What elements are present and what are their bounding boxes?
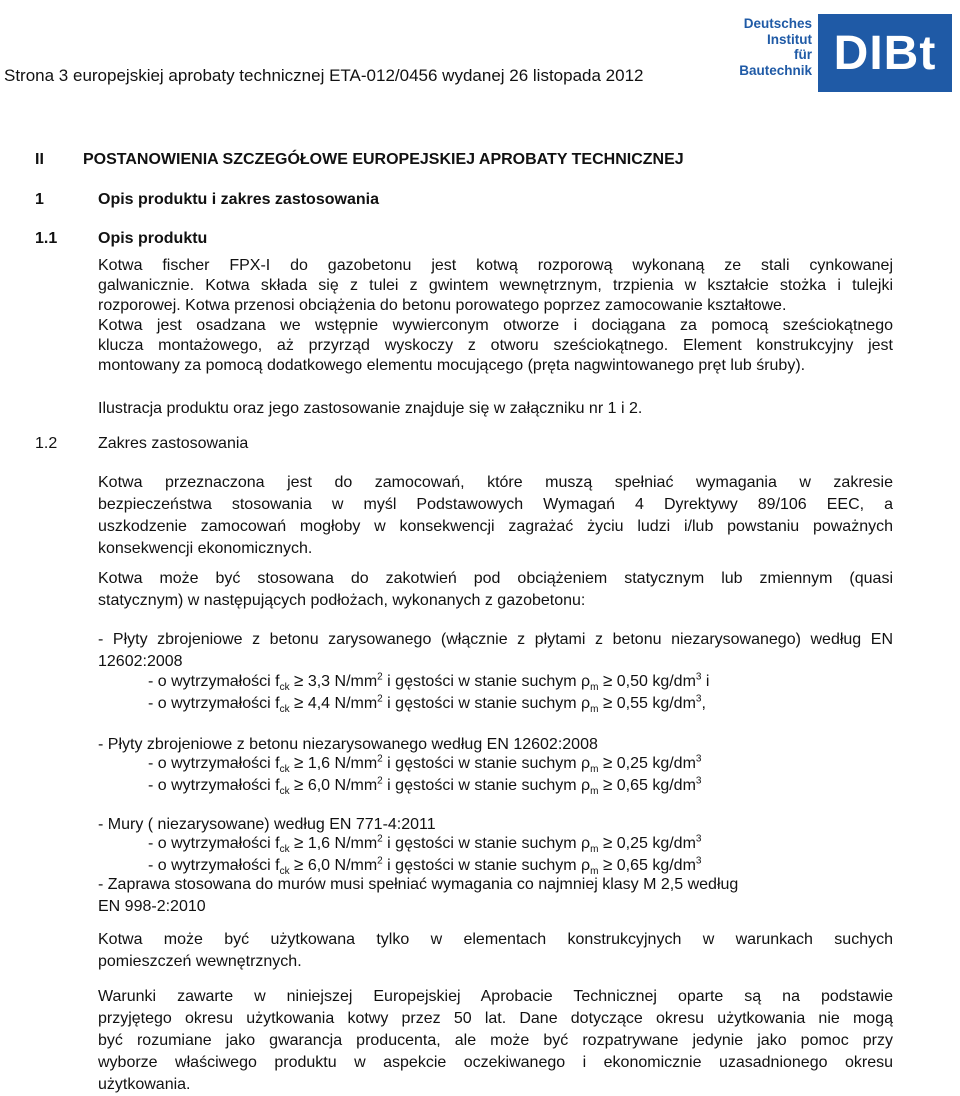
req-prefix: - o wytrzymałości f (148, 695, 280, 712)
unit-label: N/mm (330, 755, 378, 772)
dibt-logo (728, 14, 952, 92)
paragraph: Ilustracja produktu oraz jego zastosowanie znajduje się w załączniku nr 1 i 2. (98, 400, 643, 417)
unit-exponent: 2 (377, 693, 383, 705)
req-prefix: - o wytrzymałości f (148, 835, 280, 852)
greater-equal-symbol: ≥ (294, 753, 304, 772)
trailing-text: , (701, 695, 706, 712)
req-prefix: - o wytrzymałości f (148, 857, 280, 874)
density-label: i gęstości w stanie suchym ρ (382, 673, 591, 690)
section-number: II (35, 151, 44, 168)
greater-equal-symbol: ≥ (294, 671, 304, 690)
unit-exponent: 3 (695, 671, 702, 683)
page-header: Strona 3 europejskiej aprobaty technicznej ETA-012/0456 wydanej 26 listopada 2012 (4, 66, 644, 85)
paragraph (98, 568, 893, 612)
rho-subscript: m (590, 844, 599, 856)
text-line: Kotwa jest osadzana we wstępnie wywierconym otworze i dociągana za pomocą sześciokątnego (98, 317, 893, 334)
text-line: bezpieczeństwa stosowania w myśl Podstawowych Wymagań 4 Dyrektywy 89/106 EEC, a (98, 496, 893, 513)
unit-exponent: 2 (377, 833, 383, 845)
unit-label: N/mm (330, 673, 378, 690)
text-line: Kotwa fischer FPX-I do gazobetonu jest kotwą rozporową wykonaną ze stali cynkowanej (98, 257, 893, 274)
rho-value: 0,65 (612, 857, 648, 874)
fck-value: 1,6 (303, 835, 331, 852)
section-title: POSTANOWIENIA SZCZEGÓŁOWE EUROPEJSKIEJ APROBATY TECHNICZNEJ (83, 151, 684, 168)
density-label: i gęstości w stanie suchym ρ (382, 755, 591, 772)
unit-exponent: 3 (695, 775, 702, 787)
greater-equal-symbol: ≥ (602, 693, 613, 712)
requirement-line (148, 692, 706, 715)
density-label: i gęstości w stanie suchym ρ (382, 857, 591, 874)
fck-value: 6,0 (303, 777, 331, 794)
text-line: Kotwa może być użytkowana tylko w elementach konstrukcyjnych w warunkach suchych (98, 931, 893, 948)
fck-subscript: ck (279, 704, 290, 716)
unit-exponent: 3 (695, 833, 702, 845)
text-line: - Zaprawa stosowana do murów musi spełniać wymagania co najmniej klasy M 2,5 według (98, 876, 739, 893)
text-line: Warunki zawarte w niniejszej Europejskiej Aprobacie Technicznej oparte są na podstawie (98, 988, 893, 1005)
rho-value: 0,50 (612, 673, 648, 690)
fck-subscript: ck (279, 844, 290, 856)
unit-label: kg/dm (647, 835, 696, 852)
text-line: EN 998-2:2010 (98, 898, 206, 915)
unit-label: kg/dm (647, 695, 696, 712)
text-line: konsekwencji ekonomicznych. (98, 540, 313, 557)
text-line: wyborze właściwego produktu w aspekcie oczekiwanego i ekonomicznie uzasadnionego okresu (98, 1054, 893, 1071)
greater-equal-symbol: ≥ (602, 753, 613, 772)
unit-label: kg/dm (647, 857, 696, 874)
logo-word: Bautechnik (739, 62, 812, 78)
unit-label: N/mm (330, 857, 378, 874)
fck-subscript: ck (279, 764, 290, 776)
rho-subscript: m (590, 764, 599, 776)
density-label: i gęstości w stanie suchym ρ (382, 777, 591, 794)
greater-equal-symbol: ≥ (294, 693, 304, 712)
unit-label: kg/dm (647, 755, 696, 772)
fck-subscript: ck (279, 786, 290, 798)
unit-exponent: 3 (695, 753, 702, 765)
density-label: i gęstości w stanie suchym ρ (382, 835, 591, 852)
req-prefix: - o wytrzymałości f (148, 755, 280, 772)
density-label: i gęstości w stanie suchym ρ (382, 695, 591, 712)
unit-exponent: 2 (377, 671, 383, 683)
heading-number: 1 (35, 191, 44, 208)
text-line: montowany za pomocą dodatkowego elementu mocującego (pręta nagwintowanego pręt lub śruby). (98, 357, 806, 374)
heading-number: 1.1 (35, 230, 58, 247)
greater-equal-symbol: ≥ (294, 833, 304, 852)
text-line: Kotwa może być stosowana do zakotwień pod obciążeniem statycznym lub zmiennym (quasi (98, 570, 893, 587)
paragraph (98, 929, 893, 973)
text-line: Kotwa przeznaczona jest do zamocowań, które muszą spełniać wymagania w zakresie (98, 474, 893, 491)
text-line: być rozumiane jako gwarancja producenta, ale może być rozpatrywane jedynie jako pomoc przy (98, 1032, 893, 1049)
req-prefix: - o wytrzymałości f (148, 673, 280, 690)
text-line: klucza montażowego, aż przyrząd wyskoczy z otworu sześciokątnego. Element konstrukcyjny jest (98, 337, 893, 354)
requirement-line (148, 832, 701, 855)
text-line: galwanicznie. Kotwa składa się z tulei z gwintem wewnętrznym, trzpienia w kształcie stożka i tulejki (98, 277, 893, 294)
logo-word: Institut (767, 31, 812, 47)
unit-exponent: 3 (695, 693, 702, 705)
text-line: użytkowania. (98, 1076, 191, 1093)
logo-word: Deutsches (743, 16, 812, 31)
fck-value: 3,3 (303, 673, 331, 690)
logo-mark: DIBt (818, 14, 952, 92)
text-line: uszkodzenie zamocowań mogłoby w konsekwencji zagrażać życiu ludzi i/lub powstaniu poważnych (98, 518, 893, 535)
requirement-line (148, 774, 701, 797)
text-line: przyjętego okresu użytkowania kotwy przez 50 lat. Dane dotyczące okresu użytkowania nie mogą (98, 1010, 893, 1027)
paragraph (98, 472, 893, 560)
text-line: statycznym) w następujących podłożach, wykonanych z gazobetonu: (98, 592, 586, 609)
rho-subscript: m (590, 682, 599, 694)
paragraph (98, 256, 893, 376)
greater-equal-symbol: ≥ (602, 833, 613, 852)
rho-subscript: m (590, 786, 599, 798)
text-line: 12602:2008 (98, 653, 183, 670)
greater-equal-symbol: ≥ (602, 775, 613, 794)
unit-label: kg/dm (647, 777, 696, 794)
fck-value: 1,6 (303, 755, 331, 772)
greater-equal-symbol: ≥ (602, 855, 613, 874)
heading-title: Zakres zastosowania (98, 435, 249, 452)
requirement-line (148, 670, 709, 693)
rho-subscript: m (590, 704, 599, 716)
requirement-group-title: - Mury ( niezarysowane) według EN 771-4:2011 (98, 816, 436, 833)
unit-exponent: 2 (377, 753, 383, 765)
fck-subscript: ck (279, 866, 290, 878)
trailing-text: i (701, 673, 710, 690)
greater-equal-symbol: ≥ (294, 855, 304, 874)
rho-value: 0,25 (612, 835, 648, 852)
logo-word: für (794, 47, 812, 62)
rho-value: 0,25 (612, 755, 648, 772)
unit-label: N/mm (330, 695, 378, 712)
rho-subscript: m (590, 866, 599, 878)
unit-label: kg/dm (647, 673, 696, 690)
text-line: pomieszczeń wewnętrznych. (98, 953, 302, 970)
fck-value: 4,4 (303, 695, 331, 712)
unit-exponent: 3 (695, 855, 702, 867)
rho-value: 0,65 (612, 777, 648, 794)
greater-equal-symbol: ≥ (602, 671, 613, 690)
req-prefix: - o wytrzymałości f (148, 777, 280, 794)
heading-number: 1.2 (35, 435, 58, 452)
paragraph (98, 986, 893, 1096)
logo-words (728, 16, 812, 78)
unit-label: N/mm (330, 777, 378, 794)
text-line: - Płyty zbrojeniowe z betonu zarysowanego (włącznie z płytami z betonu niezarysowanego) według EN (98, 631, 893, 648)
requirement-line (148, 752, 701, 775)
requirement-group (98, 629, 893, 673)
rho-value: 0,55 (612, 695, 648, 712)
heading-title: Opis produktu (98, 230, 208, 247)
heading-title: Opis produktu i zakres zastosowania (98, 191, 379, 208)
unit-exponent: 2 (377, 775, 383, 787)
greater-equal-symbol: ≥ (294, 775, 304, 794)
text-line: rozporowej. Kotwa przenosi obciążenia do betonu porowatego poprzez zamocowanie kształtowe. (98, 297, 787, 314)
fck-subscript: ck (279, 682, 290, 694)
fck-value: 6,0 (303, 857, 331, 874)
unit-exponent: 2 (377, 855, 383, 867)
unit-label: N/mm (330, 835, 378, 852)
requirement-group-title: - Płyty zbrojeniowe z betonu niezarysowanego według EN 12602:2008 (98, 736, 598, 753)
